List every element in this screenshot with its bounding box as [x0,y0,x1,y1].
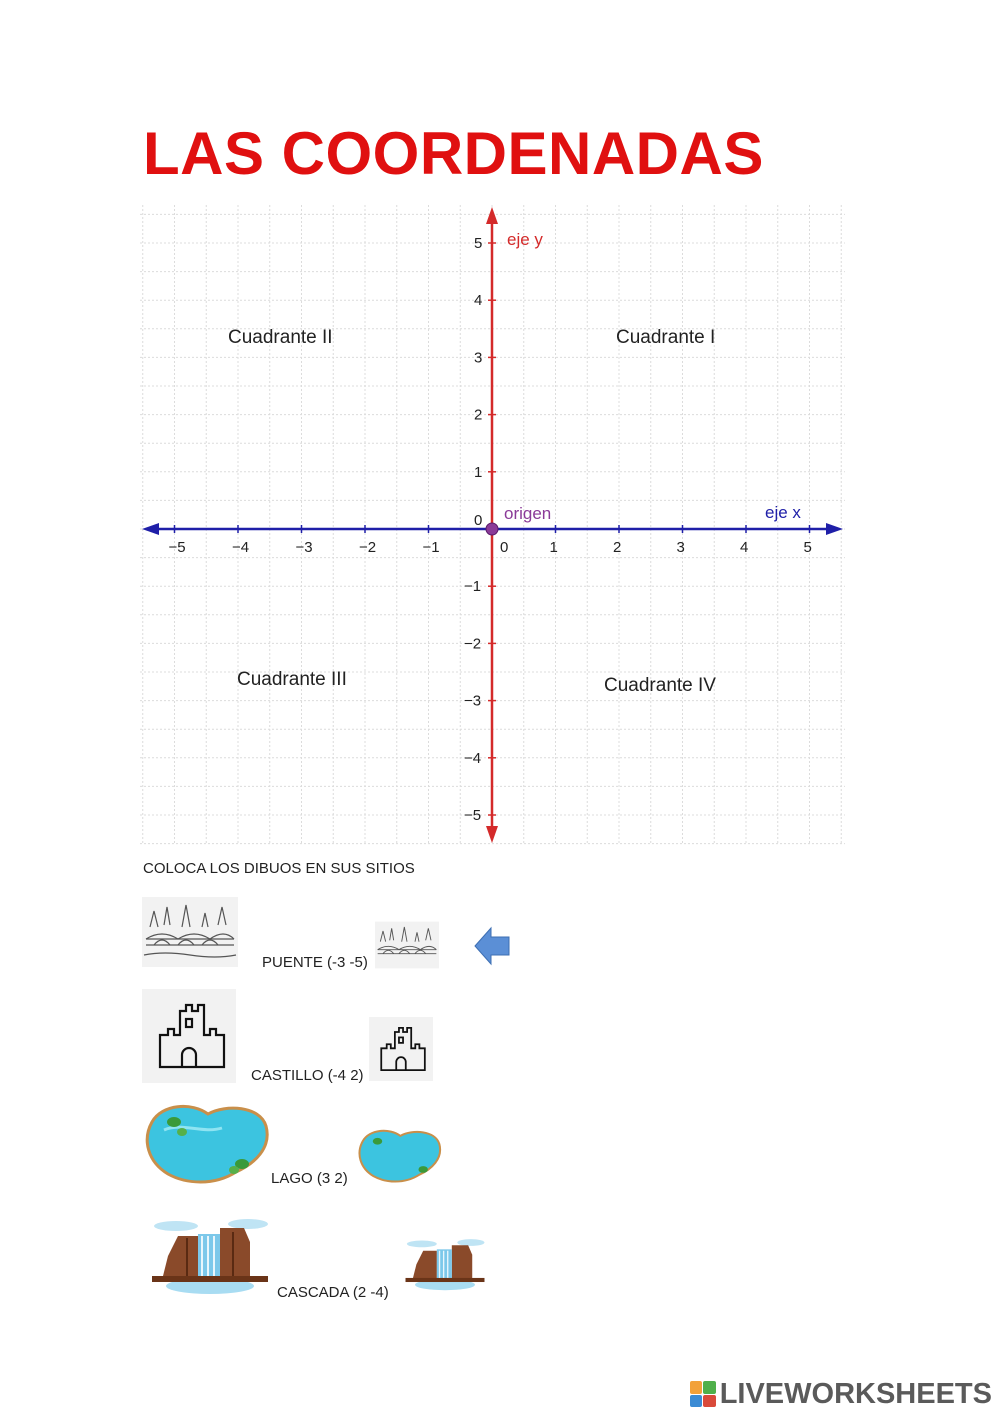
x-tick-label: 0 [500,539,509,556]
item-label-lake: LAGO (3 2) [271,1170,348,1187]
y-axis-arrow-up [486,207,498,224]
x-tick-label: 3 [676,539,685,556]
x-tick-label: −1 [422,539,440,556]
item-label-castle: CASTILLO (-4 2) [251,1067,364,1084]
quadrant-4-label: Cuadrante IV [604,675,716,696]
y-axis-arrow-down [486,826,498,843]
page-title: LAS COORDENADAS [143,120,764,187]
y-tick-label: 2 [474,406,483,424]
quadrant-2-label: Cuadrante II [228,327,333,348]
x-tick-label: −5 [168,539,186,556]
y-tick-label: −2 [464,635,482,653]
lake-draggable[interactable] [356,1126,442,1186]
x-tick-label: −2 [359,539,377,556]
item-label-bridge: PUENTE (-3 -5) [262,954,368,971]
x-tick-label: 5 [803,539,812,556]
origin-label: origen [504,504,552,523]
x-tick-label: 2 [613,539,622,556]
waterfall-image[interactable] [148,1210,272,1304]
x-axis-label: eje x [765,503,801,522]
y-tick-label: 1 [474,463,483,481]
brand-name: LIVEWORKSHEETS [719,1377,992,1410]
y-tick-label: 5 [474,235,483,252]
origin-point [486,523,498,535]
x-axis-arrow-left [142,523,159,535]
brand-logo-icon [690,1381,716,1407]
arrow-left-icon [473,925,511,967]
x-tick-label: −3 [295,539,313,556]
y-tick-label: 3 [474,349,483,367]
brand-footer [690,1377,992,1411]
y-axis-label: eje y [507,230,543,249]
y-tick-label: 4 [474,292,483,310]
x-tick-label: 1 [549,539,558,556]
y-tick-label: −4 [464,749,482,767]
castle-draggable[interactable] [369,1017,433,1081]
coordinate-plane [140,205,845,845]
quadrant-3-label: Cuadrante III [237,669,347,690]
bridge-image[interactable] [142,897,238,967]
x-tick-label: −4 [232,539,250,556]
x-axis-arrow-right [826,523,843,535]
item-label-waterfall: CASCADA (2 -4) [277,1284,389,1301]
bridge-draggable[interactable] [375,921,439,969]
quadrant-1-label: Cuadrante I [616,327,716,348]
y-tick-label: −5 [464,807,482,824]
y-tick-label: 0 [474,512,483,529]
x-tick-label: 4 [740,539,749,556]
castle-image[interactable] [142,989,236,1083]
waterfall-draggable[interactable] [402,1233,488,1297]
lake-image[interactable] [142,1100,270,1188]
y-tick-label: −1 [464,578,482,596]
instructions-text: COLOCA LOS DIBUOS EN SUS SITIOS [143,860,415,877]
y-tick-label: −3 [464,692,482,710]
